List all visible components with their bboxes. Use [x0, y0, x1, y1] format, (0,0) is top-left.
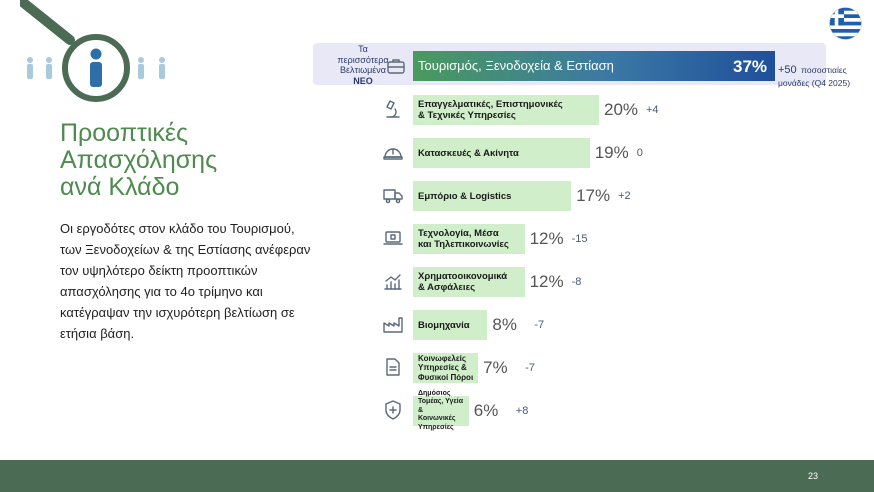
people-magnifier-icon — [20, 0, 180, 110]
badge-line: Βελτιωμένα — [340, 65, 386, 75]
bar-category-label — [418, 267, 507, 297]
bar-value-label: 6% — [473, 401, 499, 420]
bar-value-label: 8% — [492, 315, 517, 334]
description-line: τον υψηλότερο δείκτη προοπτικών — [60, 263, 258, 278]
bar-value-label: 17% — [576, 186, 611, 205]
category-line: Φυσικοί Πόροι — [418, 372, 474, 382]
bar-value-label: 12% — [529, 272, 564, 291]
description-line: των Ξενοδοχείων & της Εστίασης ανέφεραν — [60, 242, 311, 257]
change-label: -8 — [571, 276, 582, 288]
bar-value-label: 19% — [594, 143, 629, 162]
delivery-truck-icon — [381, 183, 405, 212]
chart-bar — [413, 181, 571, 211]
category-line: Δημόσιος — [418, 389, 451, 397]
change-label: -15 — [571, 233, 588, 245]
page-title — [60, 120, 320, 201]
finance-chart-icon — [381, 269, 405, 298]
category-line: Υπηρεσίες — [418, 423, 454, 431]
chart-bar — [413, 310, 487, 340]
change-label: +2 — [618, 190, 631, 202]
footer-bar — [0, 460, 874, 492]
change-label: +8 — [515, 405, 529, 417]
category-line: Κοινωφελείς — [418, 353, 467, 363]
greek-flag-icon — [829, 7, 862, 40]
chart-bar — [413, 95, 599, 125]
category-line: & Ασφάλειες — [418, 282, 476, 293]
suitcase-icon — [384, 54, 408, 83]
top-change-unit: ποσοστιαίες — [801, 65, 847, 75]
top-change-unit-2: μονάδες (Q4 2025) — [778, 78, 851, 88]
category-line: Τομέας, Υγεία & — [418, 398, 464, 414]
description-line: απασχόλησης για το 4ο τρίμηνο και — [60, 284, 263, 299]
category-line: Εμπόριο & Logistics — [418, 190, 512, 202]
chart-bar — [413, 267, 525, 297]
category-line: Επαγγελματικές, Επιστημονικές — [418, 99, 563, 110]
category-line: και Τηλεπικοινωνίες — [418, 239, 509, 250]
description-line: κατέγραψαν την ισχυρότερη βελτίωση σε — [60, 305, 295, 320]
description-line: ετήσια βάση. — [60, 326, 135, 341]
bar-category-label — [418, 138, 519, 168]
title-line: Απασχόλησης — [60, 146, 218, 174]
hard-hat-icon — [381, 140, 405, 169]
category-line: Τεχνολογία, Μέσα — [418, 228, 499, 239]
bar-category-label — [418, 95, 563, 125]
badge-line: ΝΕΟ — [353, 75, 373, 86]
badge-line: Τα — [358, 44, 368, 54]
page-number: 23 — [807, 471, 818, 481]
change-label: -7 — [534, 319, 545, 331]
category-line: Υπηρεσίες & — [418, 363, 467, 373]
description-text — [60, 218, 335, 344]
chart-bar — [413, 138, 590, 168]
title-line: ανά Κλάδο — [60, 173, 180, 201]
bar-value-label: 12% — [529, 229, 564, 248]
bar-category-label — [418, 353, 473, 383]
change-label: 0 — [636, 147, 643, 159]
category-line: Κατασκευές & Ακίνητα — [418, 147, 519, 159]
category-line: & Τεχνικές Υπηρεσίες — [418, 110, 516, 121]
bar-value-label: 20% — [604, 100, 639, 119]
chart-bar — [413, 51, 775, 81]
bar-value-label: 7% — [483, 358, 508, 377]
description-line: Οι εργοδότες στον κλάδο του Τουρισμού, — [60, 221, 295, 236]
microscope-icon — [381, 97, 405, 126]
bar-category-label — [418, 224, 509, 254]
bar-category-label — [418, 310, 470, 340]
title-line: Προοπτικές — [60, 119, 189, 147]
bar-category-label — [418, 51, 614, 81]
badge-line: περισσότερα — [337, 54, 389, 65]
category-line: Βιομηχανία — [418, 319, 470, 331]
factory-icon — [381, 312, 405, 341]
top-change-value: +50 — [778, 64, 797, 76]
change-label: +4 — [646, 104, 659, 116]
change-label: -7 — [525, 362, 535, 374]
chart-bar — [413, 353, 478, 383]
chart-bar — [413, 389, 469, 431]
top-change-note — [778, 60, 850, 88]
laptop-icon — [381, 226, 405, 255]
utilities-icon — [381, 355, 405, 384]
category-line: Κοινωνικές — [418, 415, 456, 423]
bar-value-label: 37% — [733, 57, 768, 76]
bar-category-label — [418, 389, 469, 431]
category-line: Τουρισμός, Ξενοδοχεία & Εστίαση — [418, 57, 614, 73]
category-line: Χρηματοοικονομικά — [418, 271, 508, 282]
chart-bar — [413, 224, 525, 254]
healthcare-shield-icon — [381, 398, 405, 427]
bar-category-label — [418, 181, 511, 211]
